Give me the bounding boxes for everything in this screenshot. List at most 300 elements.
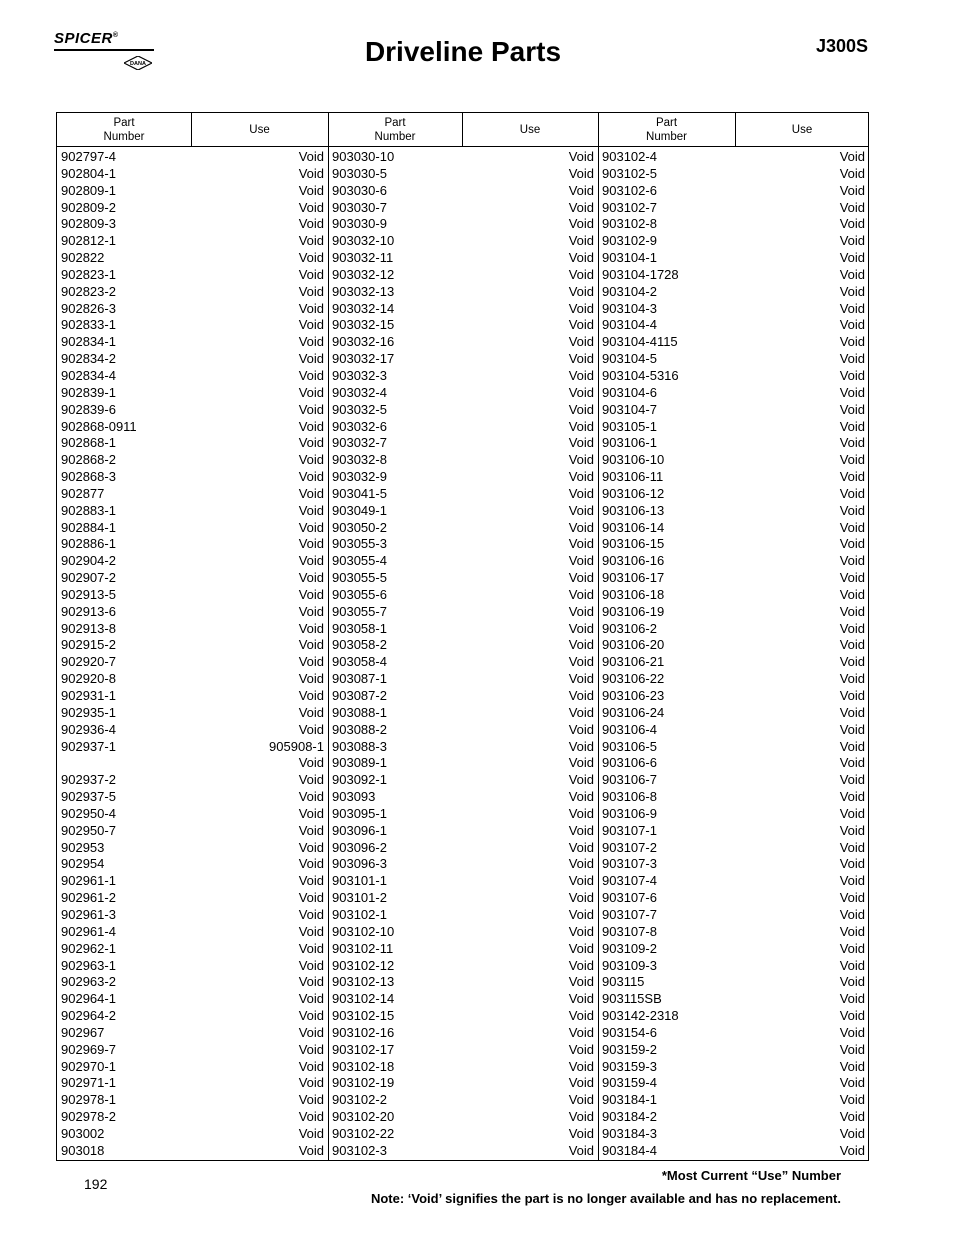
- table-row: [57, 520, 328, 537]
- table-row: [598, 469, 869, 486]
- use-value: Void: [568, 283, 594, 299]
- table-row: [328, 149, 598, 166]
- part-number: 902877: [61, 485, 105, 501]
- use-value: Void: [568, 1041, 594, 1057]
- table-row: [328, 789, 598, 806]
- use-value: Void: [298, 620, 324, 636]
- table-row: [598, 216, 869, 233]
- part-number: 903102-2: [332, 1092, 387, 1108]
- part-number: 902797-4: [61, 149, 116, 164]
- use-value: Void: [298, 283, 324, 299]
- use-value: Void: [839, 519, 865, 535]
- table-row: [57, 553, 328, 570]
- header-rule: [57, 146, 868, 147]
- part-number: 902920-8: [61, 671, 116, 687]
- part-number: 903102-5: [602, 165, 657, 181]
- use-value: Void: [568, 1125, 594, 1141]
- use-value: Void: [298, 351, 324, 367]
- svg-text:DANA: DANA: [130, 61, 146, 68]
- use-value: Void: [568, 519, 594, 535]
- table-row: [328, 1025, 598, 1042]
- part-number: 903088-1: [332, 704, 387, 720]
- part-number: 903102-19: [332, 1075, 395, 1091]
- use-value: Void: [298, 822, 324, 838]
- use-value: Void: [839, 1092, 865, 1108]
- header-part-number: Part Number: [103, 116, 145, 143]
- use-value: Void: [568, 873, 594, 889]
- use-value: Void: [568, 300, 594, 316]
- use-value: Void: [568, 250, 594, 266]
- part-number: 902913-5: [61, 586, 116, 602]
- table-row: [328, 991, 598, 1008]
- use-value: Void: [839, 266, 865, 282]
- table-row: [328, 520, 598, 537]
- part-number: 903096-3: [332, 856, 387, 872]
- table-row: [598, 1008, 869, 1025]
- part-number: 902937-2: [61, 772, 116, 788]
- use-value: Void: [568, 1142, 594, 1158]
- part-number: 902935-1: [61, 704, 116, 720]
- table-row: [328, 621, 598, 638]
- use-value: Void: [298, 1058, 324, 1074]
- part-number: 903106-15: [602, 536, 665, 552]
- table-row: [598, 402, 869, 419]
- part-number: 903104-5: [602, 351, 657, 367]
- part-number: 902913-6: [61, 603, 116, 619]
- part-number: 902962-1: [61, 940, 116, 956]
- use-value: Void: [568, 149, 594, 164]
- table-row: [328, 974, 598, 991]
- part-number: 902868-0911: [61, 418, 137, 434]
- part-number: 902883-1: [61, 502, 116, 518]
- table-row: [598, 284, 869, 301]
- use-value: Void: [568, 923, 594, 939]
- use-value: Void: [298, 1041, 324, 1057]
- table-row: [57, 570, 328, 587]
- use-value: Void: [839, 620, 865, 636]
- part-number: 903102-9: [602, 233, 657, 249]
- table-row: [328, 216, 598, 233]
- use-value: Void: [839, 149, 865, 164]
- use-value: Void: [839, 367, 865, 383]
- table-row: [57, 216, 328, 233]
- part-number: 903115SB: [602, 991, 662, 1007]
- use-value: Void: [839, 974, 865, 990]
- use-value: Void: [839, 199, 865, 215]
- use-value: Void: [298, 233, 324, 249]
- part-number: 903104-3: [602, 300, 657, 316]
- table-row: [598, 873, 869, 890]
- use-value: Void: [839, 401, 865, 417]
- use-value: Void: [839, 317, 865, 333]
- table-row: [57, 873, 328, 890]
- table-row: [598, 772, 869, 789]
- use-value: Void: [298, 856, 324, 872]
- part-number: 903104-7: [602, 401, 657, 417]
- use-value: Void: [568, 502, 594, 518]
- use-value: Void: [298, 469, 324, 485]
- use-value: Void: [298, 367, 324, 383]
- table-row: [57, 284, 328, 301]
- table-row: [57, 183, 328, 200]
- table-row: [57, 233, 328, 250]
- table-row: [328, 419, 598, 436]
- table-row: [57, 840, 328, 857]
- part-number: 903154-6: [602, 1024, 657, 1040]
- part-number: 903106-23: [602, 688, 665, 703]
- table-row: [328, 823, 598, 840]
- part-number: 903032-7: [332, 435, 387, 451]
- use-value: Void: [298, 384, 324, 400]
- table-row: [328, 941, 598, 958]
- parts-column: [598, 149, 869, 1160]
- table-row: [328, 1092, 598, 1109]
- use-value: Void: [568, 603, 594, 619]
- use-value: Void: [839, 586, 865, 602]
- table-row: [57, 772, 328, 789]
- use-value: Void: [568, 216, 594, 232]
- use-value: Void: [568, 266, 594, 282]
- table-row: [598, 941, 869, 958]
- use-value: Void: [568, 1109, 594, 1125]
- table-row: [328, 671, 598, 688]
- part-number: 903106-22: [602, 671, 665, 687]
- table-row: [598, 267, 869, 284]
- use-value: Void: [839, 418, 865, 434]
- table-row: [57, 907, 328, 924]
- use-value: Void: [839, 637, 865, 653]
- part-number: 903102-14: [332, 991, 395, 1007]
- part-number: 903032-6: [332, 418, 387, 434]
- part-number: 902964-1: [61, 991, 116, 1007]
- table-row: [57, 536, 328, 553]
- use-value: Void: [568, 165, 594, 181]
- table-row: [57, 149, 328, 166]
- part-number: 903109-2: [602, 940, 657, 956]
- table-row: [328, 637, 598, 654]
- part-number: 903106-5: [602, 738, 657, 754]
- table-row: [598, 755, 869, 772]
- table-row: [598, 637, 869, 654]
- use-value: Void: [568, 199, 594, 215]
- table-row: [598, 1059, 869, 1076]
- part-number: 903102-3: [332, 1142, 387, 1158]
- part-number: 903106-16: [602, 553, 665, 569]
- table-row: [328, 856, 598, 873]
- use-value: Void: [568, 839, 594, 855]
- part-number: 903055-7: [332, 603, 387, 619]
- part-number: 903032-10: [332, 233, 395, 249]
- use-value: Void: [298, 688, 324, 703]
- use-value: Void: [839, 671, 865, 687]
- use-value: Void: [298, 266, 324, 282]
- part-number: 903106-14: [602, 519, 665, 535]
- table-row: [598, 570, 869, 587]
- table-row: [57, 1008, 328, 1025]
- part-number: 903102-12: [332, 957, 395, 973]
- use-value: Void: [839, 570, 865, 586]
- table-row: [598, 351, 869, 368]
- table-row: [598, 1025, 869, 1042]
- table-row: [57, 688, 328, 705]
- use-value: Void: [568, 991, 594, 1007]
- part-number: 903107-7: [602, 906, 657, 922]
- use-value: Void: [568, 688, 594, 703]
- part-number: 903030-10: [332, 149, 395, 164]
- part-number: 903032-5: [332, 401, 387, 417]
- part-number: 903104-1728: [602, 266, 679, 282]
- table-row: [598, 856, 869, 873]
- use-value: Void: [839, 334, 865, 350]
- use-value: Void: [568, 351, 594, 367]
- use-value: Void: [839, 772, 865, 788]
- use-value: Void: [839, 250, 865, 266]
- part-number: 903107-6: [602, 890, 657, 906]
- table-row: [328, 200, 598, 217]
- use-value: Void: [839, 873, 865, 889]
- use-value: Void: [839, 603, 865, 619]
- table-row: [328, 553, 598, 570]
- part-number: 903032-8: [332, 452, 387, 468]
- part-number: 902961-1: [61, 873, 116, 889]
- part-number: 903106-20: [602, 637, 665, 653]
- part-number: 902826-3: [61, 300, 116, 316]
- table-row: [598, 1109, 869, 1126]
- table-row: [57, 1143, 328, 1160]
- table-row: [598, 334, 869, 351]
- table-row: [328, 334, 598, 351]
- part-number: 902886-1: [61, 536, 116, 552]
- void-note: Note: ‘Void’ signifies the part is no longer available and has no replacement.: [370, 1191, 841, 1206]
- table-row: [57, 806, 328, 823]
- part-number: 902970-1: [61, 1058, 116, 1074]
- table-row: [57, 435, 328, 452]
- part-number: 903102-10: [332, 923, 395, 939]
- use-value: Void: [298, 637, 324, 653]
- part-number: 903102-13: [332, 974, 395, 990]
- part-number: 902920-7: [61, 654, 116, 670]
- part-number: 903104-1: [602, 250, 657, 266]
- table-row: [57, 1059, 328, 1076]
- part-number: 903106-24: [602, 704, 665, 720]
- use-value: Void: [298, 182, 324, 198]
- part-number: 903104-6: [602, 384, 657, 400]
- use-value: Void: [568, 738, 594, 754]
- use-value: Void: [839, 1008, 865, 1024]
- current-use-note: *Most Current “Use” Number: [661, 1168, 841, 1183]
- use-value: Void: [839, 1075, 865, 1091]
- part-number: 902868-1: [61, 435, 116, 451]
- part-number: 903107-4: [602, 873, 657, 889]
- part-number: 903107-8: [602, 923, 657, 939]
- use-value: Void: [839, 1142, 865, 1158]
- use-value: Void: [568, 789, 594, 805]
- table-row: [598, 553, 869, 570]
- use-value: Void: [839, 536, 865, 552]
- table-row: [57, 1042, 328, 1059]
- use-value: Void: [298, 906, 324, 922]
- table-row: [598, 419, 869, 436]
- part-number: 902868-2: [61, 452, 116, 468]
- use-value: Void: [298, 418, 324, 434]
- table-row: [598, 621, 869, 638]
- use-value: Void: [298, 502, 324, 518]
- part-number: 903106-6: [602, 755, 657, 771]
- table-row: [598, 486, 869, 503]
- use-value: Void: [298, 452, 324, 468]
- use-value: Void: [298, 519, 324, 535]
- part-number: 903032-15: [332, 317, 395, 333]
- use-value: Void: [839, 1024, 865, 1040]
- use-value: Void: [839, 233, 865, 249]
- table-row: [328, 536, 598, 553]
- table-row: [328, 233, 598, 250]
- table-row: [598, 823, 869, 840]
- part-number: 903106-2: [602, 620, 657, 636]
- use-value: Void: [568, 401, 594, 417]
- part-number: 902904-2: [61, 553, 116, 569]
- part-number: 902823-2: [61, 283, 116, 299]
- table-row: [57, 637, 328, 654]
- table-row: [598, 452, 869, 469]
- table-row: [598, 991, 869, 1008]
- table-row: [328, 301, 598, 318]
- table-row: [57, 941, 328, 958]
- part-number: 902971-1: [61, 1075, 116, 1091]
- table-row: [598, 503, 869, 520]
- part-number: 903096-1: [332, 822, 387, 838]
- part-number: 902833-1: [61, 317, 116, 333]
- part-number: 903104-4115: [602, 334, 678, 350]
- part-number: 903058-4: [332, 654, 387, 670]
- use-value: Void: [568, 654, 594, 670]
- part-number: 903032-4: [332, 384, 387, 400]
- use-value: Void: [568, 570, 594, 586]
- use-value: Void: [298, 789, 324, 805]
- table-row: [57, 402, 328, 419]
- use-value: Void: [298, 1125, 324, 1141]
- parts-column: [328, 149, 598, 1160]
- table-row: [598, 890, 869, 907]
- use-value: Void: [298, 334, 324, 350]
- table-row: [598, 200, 869, 217]
- table-row: [57, 486, 328, 503]
- table-row: [598, 806, 869, 823]
- part-number: 903101-1: [332, 873, 387, 889]
- use-value: Void: [568, 906, 594, 922]
- table-row: [57, 419, 328, 436]
- table-row: [328, 1109, 598, 1126]
- part-number: 902834-1: [61, 334, 116, 350]
- part-number: 903102-15: [332, 1008, 395, 1024]
- part-number: 902913-8: [61, 620, 116, 636]
- part-number: 903102-20: [332, 1109, 395, 1125]
- part-number: 903032-9: [332, 469, 387, 485]
- table-row: [328, 840, 598, 857]
- table-row: [598, 301, 869, 318]
- table-row: [57, 317, 328, 334]
- table-row: [57, 1092, 328, 1109]
- header-use: Use: [791, 123, 813, 136]
- table-row: [328, 755, 598, 772]
- use-value: Void: [839, 906, 865, 922]
- part-number: 902804-1: [61, 165, 116, 181]
- part-number: 903030-5: [332, 165, 387, 181]
- table-row: [57, 200, 328, 217]
- part-number: 903104-5316: [602, 367, 679, 383]
- use-value: Void: [298, 216, 324, 232]
- part-number: 902822: [61, 250, 105, 266]
- table-row: [328, 183, 598, 200]
- table-row: [598, 587, 869, 604]
- use-value: Void: [839, 688, 865, 703]
- use-value: Void: [839, 469, 865, 485]
- use-value: Void: [568, 485, 594, 501]
- part-number: 903102-18: [332, 1058, 395, 1074]
- part-number: 903101-2: [332, 890, 387, 906]
- use-value: Void: [298, 553, 324, 569]
- use-value: Void: [298, 890, 324, 906]
- table-row: [57, 621, 328, 638]
- use-value: Void: [298, 300, 324, 316]
- part-number: 902809-2: [61, 199, 116, 215]
- part-number: 903106-13: [602, 502, 665, 518]
- table-row: [328, 1059, 598, 1076]
- use-value: Void: [839, 755, 865, 771]
- table-row: [598, 604, 869, 621]
- part-number: 902834-4: [61, 367, 116, 383]
- table-row: [598, 924, 869, 941]
- table-row: [598, 233, 869, 250]
- part-number: 903018: [61, 1142, 105, 1158]
- table-row: [328, 351, 598, 368]
- use-value: Void: [839, 1041, 865, 1057]
- part-number: 903032-11: [332, 250, 394, 266]
- use-value: Void: [568, 974, 594, 990]
- table-row: [57, 334, 328, 351]
- table-row: [57, 856, 328, 873]
- use-value: Void: [298, 586, 324, 602]
- use-value: Void: [568, 469, 594, 485]
- use-value: Void: [568, 704, 594, 720]
- part-number: 903002: [61, 1125, 105, 1141]
- table-row: [328, 435, 598, 452]
- use-value: Void: [298, 317, 324, 333]
- use-value: Void: [568, 637, 594, 653]
- part-number: 903104-2: [602, 283, 657, 299]
- table-row: [57, 469, 328, 486]
- table-row: [598, 183, 869, 200]
- part-number: 903159-2: [602, 1041, 657, 1057]
- part-number: 903049-1: [332, 502, 387, 518]
- header-use: Use: [519, 123, 541, 136]
- table-row: [328, 267, 598, 284]
- table-row: [598, 1092, 869, 1109]
- use-value: Void: [568, 755, 594, 771]
- use-value: Void: [298, 721, 324, 737]
- part-number: 903089-1: [332, 755, 387, 771]
- table-row: [57, 1075, 328, 1092]
- use-value: Void: [298, 1024, 324, 1040]
- part-number: 902953: [61, 839, 105, 855]
- table-row: [598, 368, 869, 385]
- use-value: Void: [839, 502, 865, 518]
- table-row: [57, 604, 328, 621]
- table-row: [328, 570, 598, 587]
- use-value: Void: [839, 1125, 865, 1141]
- part-number: 902937-1: [61, 738, 116, 754]
- use-value: Void: [568, 317, 594, 333]
